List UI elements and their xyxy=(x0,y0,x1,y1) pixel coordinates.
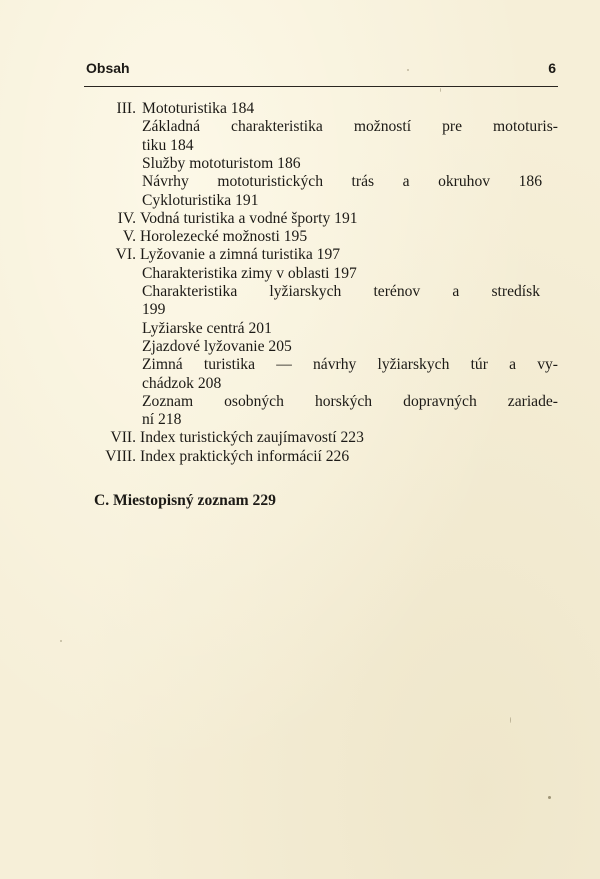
toc-label: ní 218 xyxy=(142,411,182,429)
page-title: Obsah xyxy=(86,60,130,76)
page-header xyxy=(86,60,556,82)
paper-speck xyxy=(510,717,511,723)
toc-label: Charakteristika lyžiarskych terénov a stredísk xyxy=(142,283,540,300)
toc-label: Index turistických zaujímavostí 223 xyxy=(140,429,364,447)
paper-speck xyxy=(407,69,409,71)
toc-label: Základná charakteristika možností pre mototuris- xyxy=(142,118,558,136)
toc-label: Vodná turistika a vodné športy 191 xyxy=(140,209,358,227)
toc-label: Lyžovanie a zimná turistika 197 xyxy=(140,246,341,264)
header-rule xyxy=(84,86,558,87)
toc-label: Zimná turistika — návrhy lyžiarskych túr a vy- xyxy=(142,356,558,374)
toc-numeral: III. xyxy=(116,100,136,117)
toc-numeral: IV. xyxy=(117,209,136,227)
toc-numeral: VII. xyxy=(110,429,136,447)
toc-label: Služby mototuristom 186 xyxy=(142,154,301,172)
toc-label: tiku 184 xyxy=(142,136,194,154)
toc-label: chádzok 208 xyxy=(142,374,222,392)
section-c-heading: C. Miestopisný zoznam 229 xyxy=(94,492,276,509)
toc-label: Mototuristika 184 xyxy=(142,100,255,117)
paper-speck xyxy=(60,640,62,642)
toc-label: 199 xyxy=(142,301,166,319)
page-number: 6 xyxy=(548,60,556,76)
paper-speck xyxy=(548,796,551,799)
toc-label: Index praktických informácií 226 xyxy=(140,447,350,465)
toc-label: Lyžiarske centrá 201 xyxy=(142,319,272,337)
toc-label: Charakteristika zimy v oblasti 197 xyxy=(142,264,357,282)
toc-label: Zoznam osobných horských dopravných zariade- xyxy=(142,392,558,410)
toc-label: Horolezecké možnosti 195 xyxy=(140,228,308,246)
toc-numeral: VIII. xyxy=(105,447,136,465)
toc-label: Cykloturistika 191 xyxy=(142,191,259,209)
toc-numeral: VI. xyxy=(115,246,136,264)
toc-label: Zjazdové lyžovanie 205 xyxy=(142,337,292,355)
paper-speck xyxy=(440,88,441,92)
toc-numeral: V. xyxy=(122,228,136,246)
toc-label: Návrhy mototuristických trás a okruhov 186 xyxy=(142,173,542,191)
